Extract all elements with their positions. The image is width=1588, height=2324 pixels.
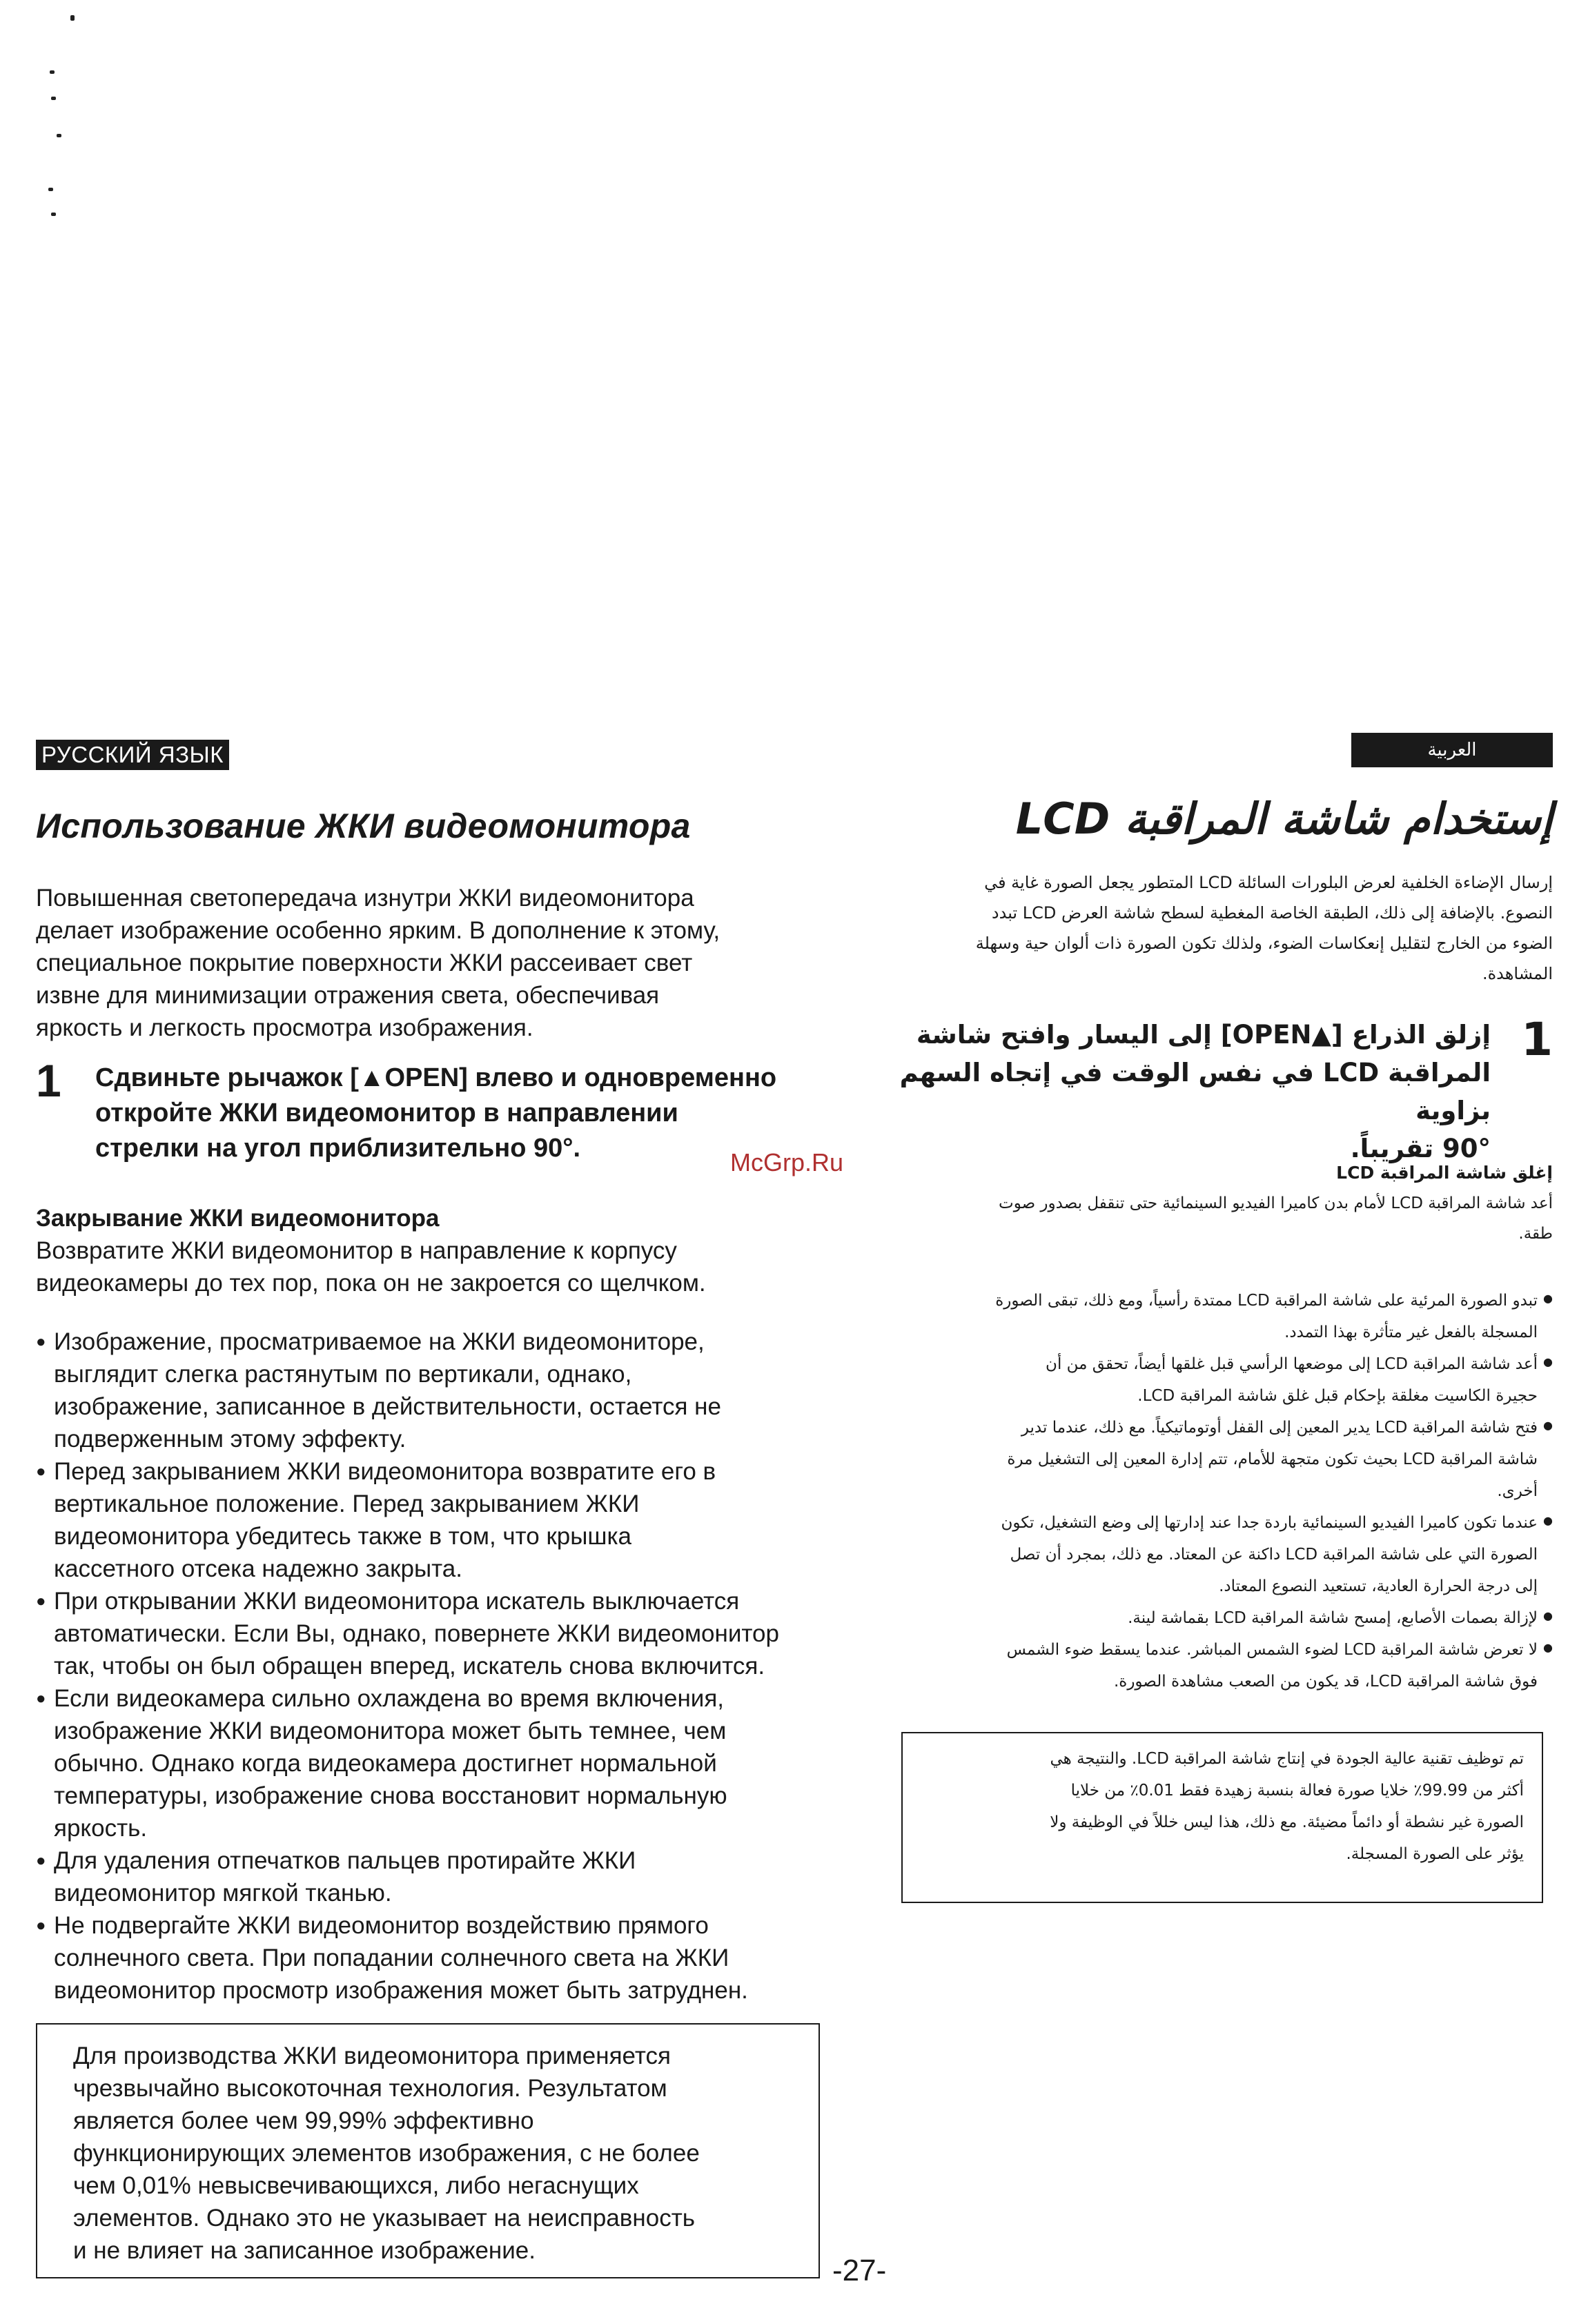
bullet-item <box>36 1455 830 1585</box>
step-instruction <box>890 1016 1498 1168</box>
bullet-line: ● أعد شاشة المراقبة LCD إلى موضعها الرأسي قبل غلقها أيضاً، تحقق من أن <box>1046 1355 1538 1373</box>
bullet-line: ● Если видеокамера сильно охлаждена во время включения, <box>54 1685 724 1712</box>
bullet-line: ● Перед закрыванием ЖКИ видеомонитора возвратите его в <box>54 1458 716 1485</box>
bullet-line: видеомонитор просмотр изображения может быть затруднен. <box>54 1977 748 2004</box>
intro-line: إرسال الإضاءة الخلفية لعرض البلورات السائلة LCD المتطور يجعل الصورة غاية في <box>984 873 1553 892</box>
bullet-line: выглядит слегка растянутым по вертикали, однако, <box>54 1361 632 1388</box>
bullet-line: ● عندما تكون كاميرا الفيديو السينمائية باردة جدا عند إدارتها إلى وضع التشغيل، تكون <box>1001 1514 1538 1532</box>
intro-line: المشاهدة. <box>1482 964 1553 983</box>
step-line: Сдвиньте рычажок [▲OPEN] влево и одновременно <box>95 1063 777 1092</box>
bullet-line: изображение, записанное в действительности, остается не <box>54 1393 721 1420</box>
bullet-line: ● При открывании ЖКИ видеомонитора искатель выключается <box>54 1588 740 1615</box>
russian-closing-heading: Закрывание ЖКИ видеомонитора <box>36 1205 440 1232</box>
step-number: 1 <box>1521 1013 1553 1066</box>
bullet-line: ● فتح شاشة المراقبة LCD يدير المعين إلى القفل أوتوماتيكياً. مع ذلك، عندما تدير <box>1021 1419 1538 1437</box>
bullet-item <box>890 1348 1553 1412</box>
closing-line: Возвратите ЖКИ видеомонитор в направление к корпусу <box>36 1237 677 1264</box>
russian-page-title: Использование ЖКИ видеомонитора <box>36 807 691 845</box>
intro-line: Повышенная светопередача изнутри ЖКИ видеомонитора <box>36 885 694 912</box>
arabic-page-title: إستخدام شاشة المراقبة LCD <box>1015 794 1553 844</box>
bullet-item <box>890 1412 1553 1507</box>
bullet-line: شاشة المراقبة LCD بحيث تكون متجهة للأمام، تتم إدارة المعين إلى التشغيل مرة <box>1007 1450 1538 1468</box>
intro-line: специальное покрытие поверхности ЖКИ рассеивает свет <box>36 949 693 976</box>
note-line: и не влияет на записанное изображение. <box>73 2237 536 2264</box>
bullet-line: так, чтобы он был обращен вперед, искатель снова включится. <box>54 1653 765 1680</box>
note-line: чрезвычайно высокоточная технология. Результатом <box>73 2075 667 2102</box>
note-line: الصورة غير نشطة أو دائماً مضيئة. مع ذلك، هذا ليس خللاً في الوظيفة ولا <box>1050 1813 1524 1831</box>
bullet-line: ● Не подвергайте ЖКИ видеомонитор воздействию прямого <box>54 1912 709 1939</box>
bullet-line: видеомонитор мягкой тканью. <box>54 1880 392 1907</box>
bullet-item <box>890 1285 1553 1348</box>
russian-intro <box>36 882 830 1044</box>
russian-step-1 <box>36 1055 830 1166</box>
bullet-line: автоматически. Если Вы, однако, повернете ЖКИ видеомонитор <box>54 1620 779 1647</box>
bullet-line: солнечного света. При попадании солнечного света на ЖКИ <box>54 1944 729 1971</box>
scan-speck <box>70 15 75 21</box>
step-line: المراقبة LCD في نفس الوقت في إتجاه السهم بزاوية <box>899 1058 1491 1125</box>
bullet-item <box>36 1585 830 1682</box>
arabic-closing-text <box>890 1188 1553 1249</box>
step-line: إزلق الذراع [▲OPEN] إلى اليسار وافتح شاشة <box>916 1020 1491 1050</box>
arabic-step-1 <box>890 1013 1553 1168</box>
note-line: является более чем 99,99% эффективно <box>73 2107 534 2134</box>
bullet-line: вертикальное положение. Перед закрыванием ЖКИ <box>54 1490 640 1517</box>
arabic-closing-heading: إغلق شاشة المراقبة LCD <box>1336 1163 1553 1183</box>
bullet-item <box>36 1909 830 2007</box>
note-line: функционирующих элементов изображения, с не более <box>73 2140 700 2167</box>
arabic-intro <box>890 867 1553 989</box>
intro-line: яркость и легкость просмотра изображения. <box>36 1014 533 1041</box>
intro-line: النصوع. بالإضافة إلى ذلك، الطبقة الخاصة المغطية لسطح شاشة العرض LCD تبدد <box>991 903 1553 923</box>
scan-speck <box>51 213 56 216</box>
scan-speck <box>50 70 55 74</box>
russian-closing-text <box>36 1234 830 1299</box>
bullet-line: изображение ЖКИ видеомонитора может быть темнее, чем <box>54 1717 727 1744</box>
note-line: يؤثر على الصورة المسجلة. <box>1346 1845 1524 1863</box>
note-line: Для производства ЖКИ видеомонитора применяется <box>73 2042 671 2069</box>
bullet-line: ● Для удаления отпечатков пальцев протирайте ЖКИ <box>54 1847 636 1874</box>
bullet-line: ● تبدو الصورة المرئية على شاشة المراقبة LCD ممتدة رأسياً، ومع ذلك، تبقى الصورة <box>995 1292 1538 1310</box>
bullet-line: ● لا تعرض شاشة المراقبة LCD لضوء الشمس المباشر. عندما يسقط ضوء الشمس <box>1006 1641 1538 1659</box>
closing-line: طقة. <box>1518 1225 1553 1243</box>
bullet-item <box>890 1634 1553 1697</box>
intro-line: извне для минимизации отражения света, обеспечивая <box>36 982 660 1009</box>
bullet-line: обычно. Однако когда видеокамера достигнет нормальной <box>54 1750 717 1777</box>
page-number: -27- <box>832 2254 887 2287</box>
russian-column <box>36 740 830 2007</box>
watermark: McGrp.Ru <box>730 1148 844 1176</box>
intro-line: الضوء من الخارج لتقليل إنعكاسات الضوء، ولذلك تكون الصورة ذات ألوان حية وسهلة <box>975 934 1553 953</box>
intro-line: делает изображение особенно ярким. В дополнение к этому, <box>36 917 721 944</box>
bullet-item <box>890 1602 1553 1634</box>
bullet-line: видеомонитора убедитесь также в том, что крышка <box>54 1523 632 1550</box>
russian-note-text <box>73 2040 791 2267</box>
step-line: откройте ЖКИ видеомонитор в направлении <box>95 1099 678 1127</box>
note-line: элементов. Однако это не указывает на неисправность <box>73 2205 695 2232</box>
bullet-line: подверженным этому эффекту. <box>54 1426 406 1452</box>
arabic-note-box <box>901 1732 1543 1903</box>
closing-line: видеокамеры до тех пор, пока он не закроется со щелчком. <box>36 1270 706 1297</box>
russian-note-box <box>36 2023 820 2278</box>
russian-language-label: РУССКИЙ ЯЗЫК <box>36 740 229 770</box>
bullet-line: температуры, изображение снова восстановит нормальную <box>54 1782 727 1809</box>
scan-speck <box>57 134 61 137</box>
bullet-line: حجيرة الكاسيت مغلقة بإحكام قبل غلق شاشة المراقبة LCD. <box>1137 1387 1538 1405</box>
scan-specks <box>41 7 69 228</box>
arabic-language-label: العربية <box>1351 733 1553 767</box>
note-line: чем 0,01% невысвечивающихся, либо негаснущих <box>73 2172 639 2199</box>
step-number: 1 <box>36 1055 61 1106</box>
note-line: أكثر من 99.99٪ خلايا صورة فعالة بنسبة زهيدة فقط 0.01٪ من خلايا <box>1070 1782 1524 1800</box>
bullet-line: кассетного отсека надежно закрыта. <box>54 1555 462 1582</box>
bullet-line: أخرى. <box>1497 1482 1538 1500</box>
bullet-item <box>36 1682 830 1844</box>
bullet-line: ● Изображение, просматриваемое на ЖКИ видеомониторе, <box>54 1328 705 1355</box>
arabic-column <box>890 733 1553 1920</box>
bullet-item <box>36 1844 830 1909</box>
bullet-line: الصورة التي على شاشة المراقبة LCD داكنة عن المعتاد. مع ذلك، بمجرد أن تصل <box>1010 1546 1538 1564</box>
closing-line: أعد شاشة المراقبة LCD لأمام بدن كاميرا الفيديو السينمائية حتى تنقفل بصدور صوت <box>999 1194 1553 1212</box>
russian-bullet-list <box>36 1326 830 2007</box>
bullet-item <box>890 1507 1553 1602</box>
bullet-line: فوق شاشة المراقبة LCD، قد يكون من الصعب مشاهدة الصورة. <box>1113 1673 1538 1691</box>
bullet-line: المسجلة بالفعل غير متأثرة بهذا التمدد. <box>1284 1323 1538 1341</box>
bullet-item <box>36 1326 830 1455</box>
scan-speck <box>48 188 53 191</box>
scan-speck <box>51 97 56 100</box>
bullet-line: яркость. <box>54 1815 148 1842</box>
bullet-line: ● لإزالة بصمات الأصابع، إمسح شاشة المراقبة LCD بقماشة لينة. <box>1128 1609 1538 1627</box>
step-line: 90° تقريباً. <box>1350 1134 1491 1163</box>
arabic-bullet-list <box>890 1285 1553 1697</box>
step-line: стрелки на угол приблизительно 90°. <box>95 1134 581 1163</box>
bullet-line: إلى درجة الحرارة العادية، تستعيد النصوع المعتاد. <box>1219 1577 1538 1595</box>
step-instruction <box>95 1059 776 1166</box>
note-line: تم توظيف تقنية عالية الجودة في إنتاج شاشة المراقبة LCD. والنتيجة هي <box>1050 1750 1524 1768</box>
